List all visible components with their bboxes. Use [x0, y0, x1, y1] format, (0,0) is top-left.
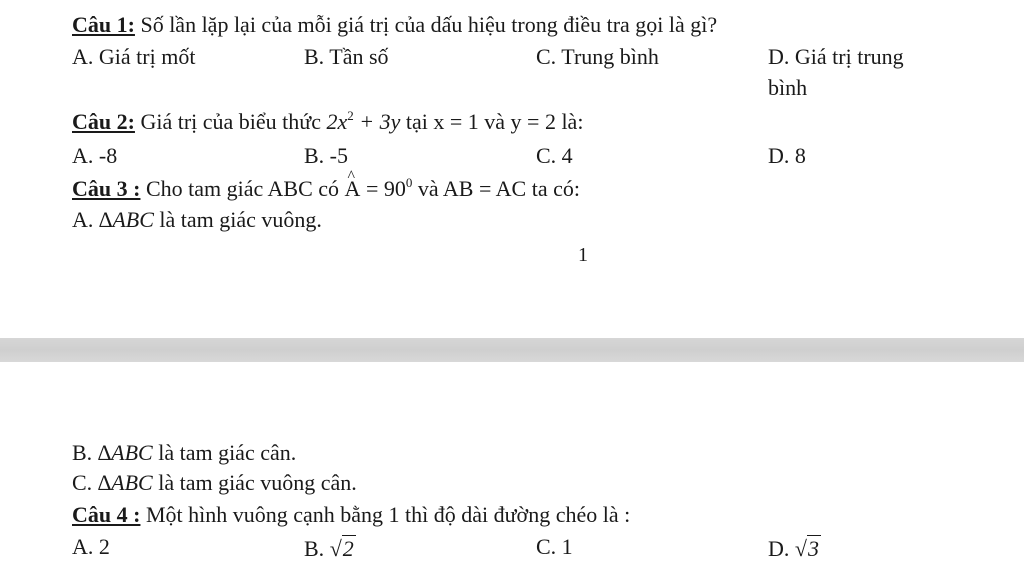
- document-page-2: [0, 362, 1024, 582]
- question-2-post: tại x = 1 và y = 2 là:: [400, 109, 584, 134]
- q3-option-b-prefix: B.: [72, 440, 98, 465]
- q1-option-d-line1: D. Giá trị trung: [768, 44, 904, 69]
- triangle-abc: ∆ABC: [98, 207, 154, 232]
- q4-option-b-prefix: B.: [304, 536, 330, 561]
- expression-term-a: 2x: [326, 109, 348, 134]
- q3-option-a-text: là tam giác vuông.: [153, 207, 322, 232]
- question-4-text: Một hình vuông cạnh bằng 1 thì độ dài đường chéo là :: [140, 502, 631, 527]
- page-number: 1: [578, 244, 588, 266]
- q3-option-b: [72, 440, 296, 466]
- q3-option-c-prefix: C.: [72, 470, 98, 495]
- question-1: [72, 12, 717, 38]
- question-4: [72, 502, 630, 528]
- question-3-post: và AB = AC ta có:: [412, 176, 580, 201]
- q4-option-d: [768, 536, 821, 562]
- q4-option-d-prefix: D.: [768, 536, 795, 561]
- q3-option-c-text: là tam giác vuông cân.: [152, 470, 357, 495]
- radicand-two: 2: [342, 536, 354, 561]
- page-separator: [0, 338, 1024, 362]
- expression-term-b: + 3y: [353, 109, 401, 134]
- q4-option-b: [304, 536, 356, 562]
- question-1-text: Số lần lặp lại của mỗi giá trị của dấu hiệu trong điều tra gọi là gì?: [134, 12, 718, 37]
- q3-option-a: [72, 207, 322, 233]
- q1-option-b: B. Tần số: [304, 44, 389, 69]
- question-4-label: Câu 4 :: [72, 502, 141, 527]
- angle-a: ^ A: [345, 176, 361, 202]
- triangle-abc: ∆ABC: [97, 470, 153, 495]
- q4-option-a: A. 2: [72, 534, 110, 559]
- q2-option-d: D. 8: [768, 143, 806, 168]
- q1-option-a: A. Giá trị mốt: [72, 44, 196, 69]
- q2-option-a: A. -8: [72, 143, 118, 168]
- question-2: [72, 109, 583, 135]
- triangle-abc: ∆ABC: [97, 440, 153, 465]
- q3-option-c: [72, 470, 357, 496]
- q1-option-d-line2: bình: [768, 75, 808, 100]
- question-2-pre: Giá trị của biểu thức: [134, 109, 327, 134]
- radical-sign: √: [329, 536, 342, 561]
- q1-option-c: C. Trung bình: [536, 44, 659, 69]
- question-3-pre: Cho tam giác ABC có: [140, 176, 345, 201]
- angle-equals: = 90: [360, 176, 406, 201]
- question-3-label: Câu 3 :: [72, 176, 141, 201]
- sqrt-three: [795, 536, 821, 562]
- q3-option-b-text: là tam giác cân.: [152, 440, 297, 465]
- q2-option-b: B. -5: [304, 143, 348, 168]
- question-1-label: Câu 1:: [72, 12, 135, 37]
- q2-option-c: C. 4: [536, 143, 573, 168]
- question-3: [72, 176, 580, 202]
- radicand-three: 3: [807, 536, 819, 561]
- sqrt-two: [330, 536, 356, 562]
- degree-mark: 0: [405, 175, 413, 190]
- expression-exponent: 2: [347, 108, 354, 123]
- q4-option-c: C. 1: [536, 534, 573, 559]
- question-2-label: Câu 2:: [72, 109, 135, 134]
- radical-sign: √: [794, 536, 807, 561]
- q3-option-a-prefix: A.: [72, 207, 99, 232]
